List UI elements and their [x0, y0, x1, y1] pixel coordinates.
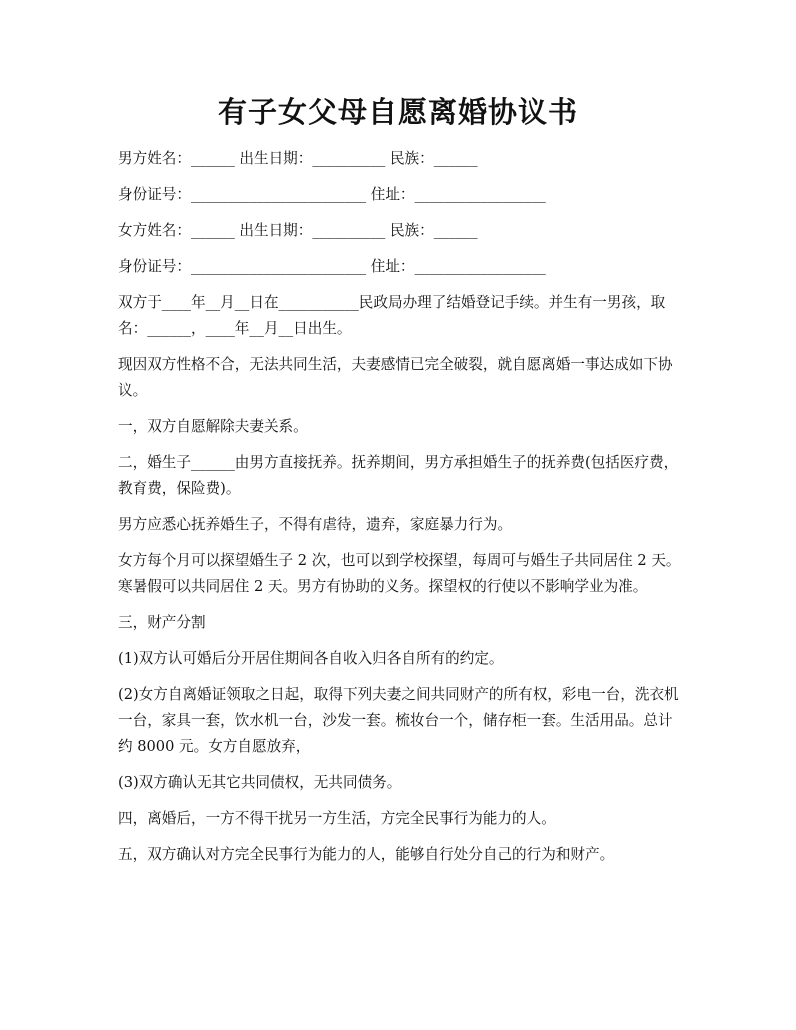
female-info-line: 女方姓名：______ 出生日期：__________ 民族：______ — [118, 222, 478, 239]
marriage-registration-paragraph: 双方于____年__月__日在___________民政局办理了结婚登记手续。并生有一男孩，取名：______，____年__月__日出生。 — [118, 294, 666, 337]
clause-5: 五，双方确认对方完全民事行为能力的人，能够自行处分自己的行为和财产。 — [118, 846, 615, 863]
clause-1: 一，双方自愿解除夫妻关系。 — [118, 418, 308, 435]
clause-2-visitation: 女方每个月可以探望婚生子 2 次，也可以到学校探望，每周可与婚生子共同居住 2 天。寒暑假可以共同居住 2 天。男方有协助的义务。探望权的行使以不影响学业为准。 — [118, 552, 681, 595]
clause-3-item-3: (3)双方确认无其它共同债权，无共同债务。 — [118, 774, 402, 791]
clause-2-custody: 二，婚生子______由男方直接抚养。抚养期间，男方承担婚生子的抚养费(包括医疗费，教育费，保险费)。 — [118, 454, 679, 497]
clause-4: 四，离婚后，一方不得干扰另一方生活，方完全民事行为能力的人。 — [118, 810, 556, 827]
male-id-address-line: 身份证号：________________________ 住址：__________________ — [118, 186, 546, 203]
clause-2-care: 男方应悉心抚养婚生子，不得有虐待，遗弃，家庭暴力行为。 — [118, 516, 513, 533]
clause-3-item-2: (2)女方自离婚证领取之日起，取得下列夫妻之间共同财产的所有权，彩电一台，洗衣机一台，家具一套，饮水机一台，沙发一套。梳妆台一个，储存柜一套。生活用品。总计约 8000 元。女方自愿放弃， — [118, 686, 679, 755]
clause-3-heading: 三，财产分割 — [118, 614, 206, 631]
clause-3-item-1: (1)双方认可婚后分开居住期间各自收入归各自所有的约定。 — [118, 650, 504, 667]
female-id-address-line: 身份证号：________________________ 住址：__________________ — [118, 258, 546, 275]
divorce-reason-paragraph: 现因双方性格不合，无法共同生活，夫妻感情已完全破裂，就自愿离婚一事达成如下协议。 — [118, 356, 673, 399]
document-title: 有子女父母自愿离婚协议书 — [217, 95, 578, 129]
male-info-line: 男方姓名：______ 出生日期：__________ 民族：______ — [118, 150, 478, 167]
document-body — [118, 146, 684, 878]
